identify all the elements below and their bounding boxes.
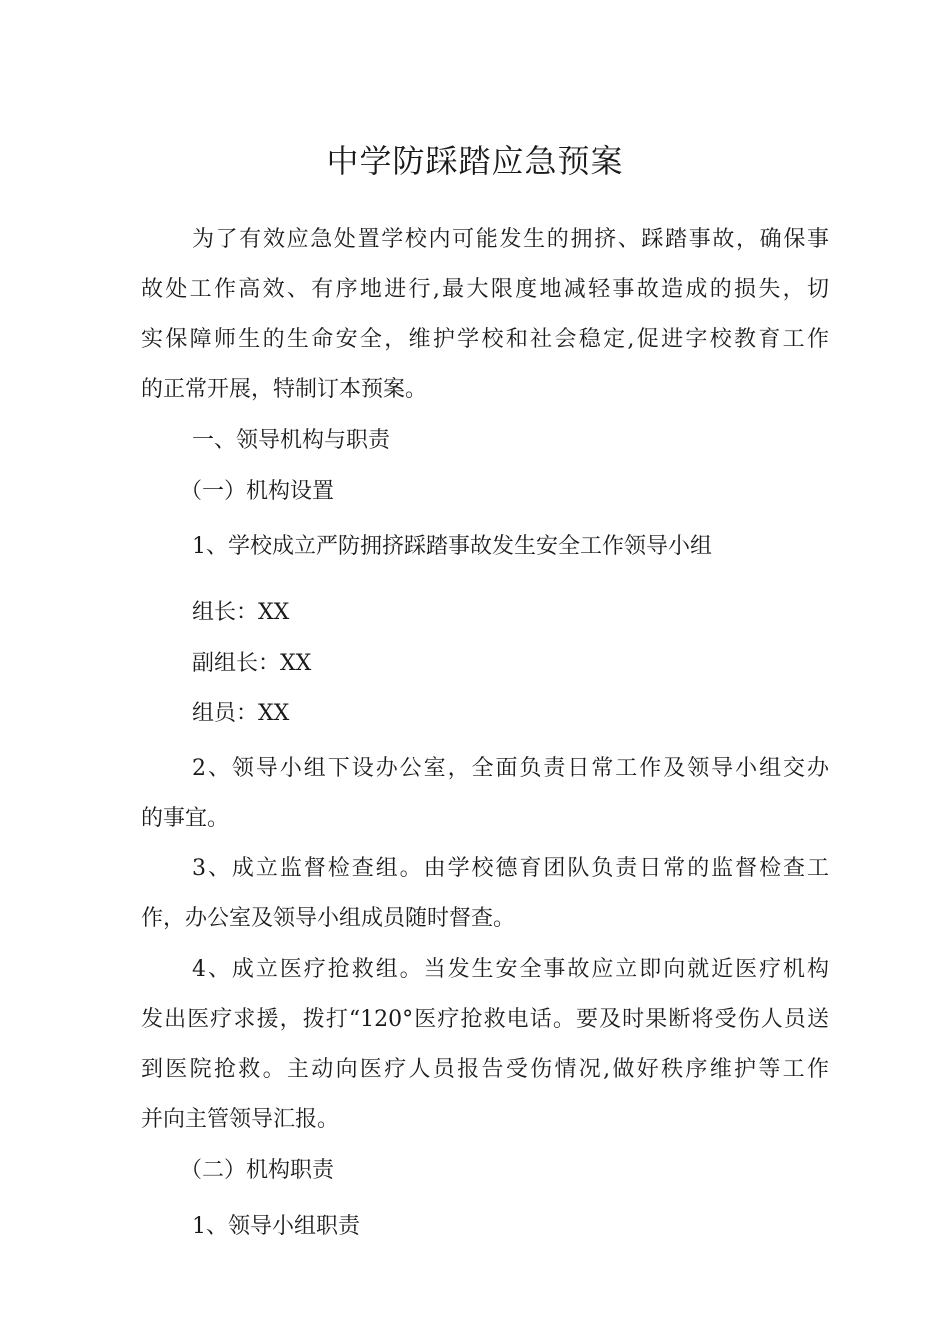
intro-line-3: 实保障师生的生命安全，维护学校和社会稳定,促进字校教育工作 — [141, 327, 829, 352]
item-4-line-2: 发出医疗求援，拨打“120°医疗抢救电话。要及时果断将受伤人员送 — [141, 1007, 829, 1032]
section-heading: 一、领导机构与职责 — [192, 428, 391, 453]
item-3-line-2: 作，办公室及领导小组成员随时督查。 — [141, 906, 516, 931]
item-4-line-4: 并向主管领导汇报。 — [141, 1107, 340, 1132]
intro-line-2: 故处工作高效、有序地进行,最大限度地减轻事故造成的损失，切 — [141, 277, 829, 302]
subsection-heading-1: （一）机构设置 — [180, 479, 335, 504]
item-4-line-1: 4、成立医疗抢救组。当发生安全事故应立即向就近医疗机构 — [192, 957, 829, 982]
item-1: 1、学校成立严防拥挤踩踏事故发生安全工作领导小组 — [192, 534, 712, 559]
document-title: 中学防踩踏应急预案 — [326, 142, 624, 180]
subsection-heading-2: （二）机构职责 — [180, 1158, 335, 1183]
item-4-line-3: 到医院抢救。主动向医疗人员报告受伤情况,做好秩序维护等工作 — [141, 1057, 829, 1082]
leader-line: 组长：XX — [192, 600, 290, 625]
item-2-line-1: 2、领导小组下设办公室，全面负责日常工作及领导小组交办 — [192, 756, 829, 781]
item-5: 1、领导小组职责 — [192, 1214, 360, 1239]
intro-line-1: 为了有效应急处置学校内可能发生的拥挤、踩踏事故，确保事 — [192, 227, 829, 252]
intro-line-4: 的正常开展，特制订本预案。 — [141, 377, 428, 402]
members-line: 组员：XX — [192, 701, 290, 726]
item-3-line-1: 3、成立监督检查组。由学校德育团队负责日常的监督检查工 — [192, 856, 829, 881]
item-2-line-2: 的事宜。 — [141, 806, 230, 831]
deputy-line: 副组长：XX — [192, 651, 312, 676]
